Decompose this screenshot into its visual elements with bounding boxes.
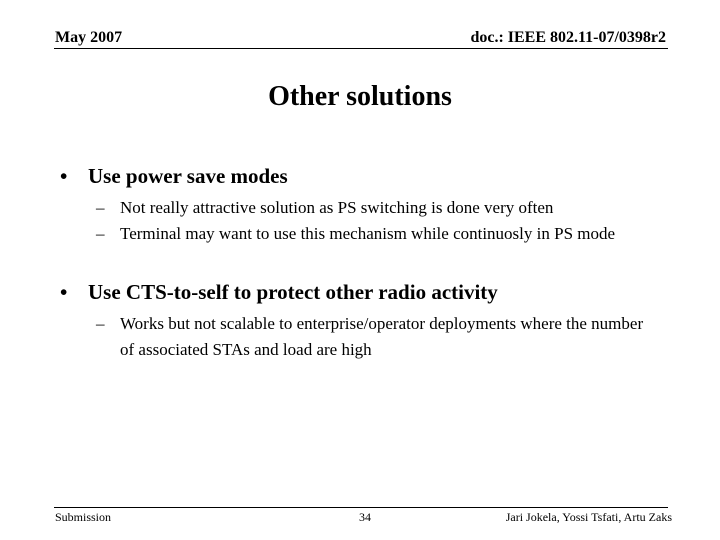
footer-page-number: 34 bbox=[359, 510, 371, 524]
bullet-text: Use power save modes bbox=[88, 164, 288, 188]
footer-rule bbox=[54, 507, 668, 508]
sub-bullet-text: Not really attractive solution as PS switching is done very often bbox=[120, 198, 554, 217]
bullet-marker: • bbox=[60, 280, 68, 304]
sub-bullet-ps-switching bbox=[96, 195, 656, 221]
header-rule bbox=[54, 48, 668, 49]
sub-bullet-terminal-ps-mode bbox=[96, 221, 656, 247]
dash-marker: – bbox=[96, 224, 105, 243]
sub-bullet-not-scalable bbox=[96, 311, 656, 363]
dash-marker: – bbox=[96, 198, 105, 217]
footer-submission: Submission bbox=[55, 510, 112, 524]
sub-bullet-text: Works but not scalable to enterprise/operator deployments where the number of associated STAs and load are high bbox=[120, 314, 644, 359]
bullet-text: Use CTS-to-self to protect other radio activity bbox=[88, 280, 498, 304]
sub-bullet-text: Terminal may want to use this mechanism while continuosly in PS mode bbox=[120, 224, 616, 243]
footer-authors: Jari Jokela, Yossi Tsfati, Artu Zaks bbox=[505, 510, 672, 524]
slide-title: Other solutions bbox=[268, 81, 452, 112]
header-date: May 2007 bbox=[55, 29, 123, 46]
bullet-cts-to-self bbox=[60, 279, 498, 305]
dash-marker: – bbox=[96, 314, 105, 333]
header-doc-id: doc.: IEEE 802.11-07/0398r2 bbox=[470, 29, 666, 46]
bullet-marker: • bbox=[60, 164, 68, 188]
bullet-power-save bbox=[60, 163, 288, 189]
